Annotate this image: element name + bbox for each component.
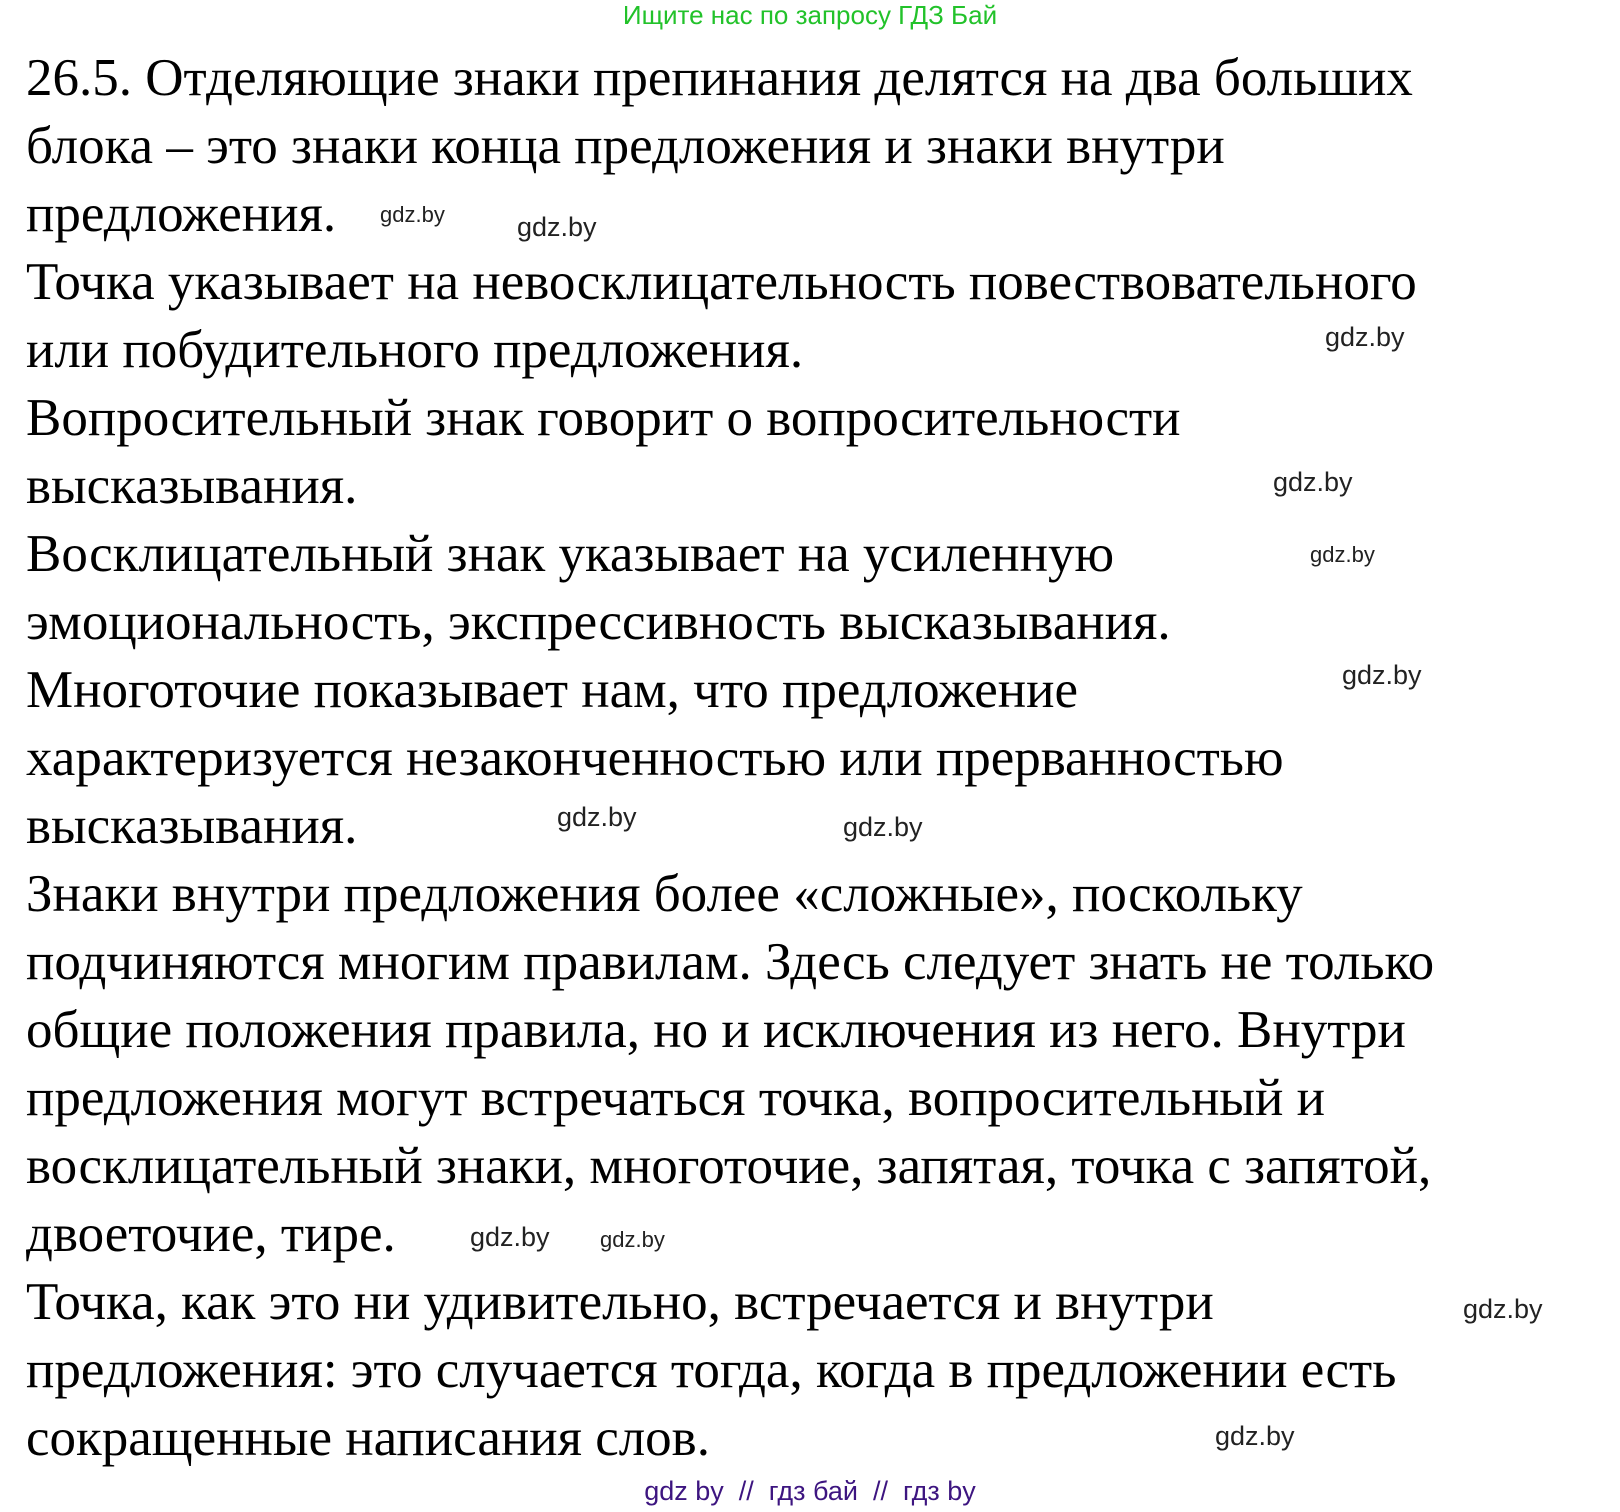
text-line: или побудительного предложения. [26, 321, 804, 379]
text-line: Знаки внутри предложения более «сложные», поскольку [26, 865, 1303, 923]
watermark: gdz.by [1342, 660, 1422, 690]
text-line: эмоциональность, экспрессивность высказывания. [26, 593, 1171, 651]
watermark: gdz.by [517, 212, 597, 242]
text-line: Многоточие показывает нам, что предложение [26, 661, 1079, 719]
text-line: общие положения правила, но и исключения из него. Внутри [26, 1001, 1406, 1059]
text-line: восклицательный знаки, многоточие, запятая, точка с запятой, [26, 1137, 1432, 1195]
text-line: блока – это знаки конца предложения и знаки внутри [26, 117, 1225, 175]
answer-text [26, 44, 1434, 1472]
text-line: Восклицательный знак указывает на усиленную [26, 525, 1115, 583]
text-line: Точка, как это ни удивительно, встречается и внутри [26, 1273, 1214, 1331]
watermark: gdz.by [1325, 322, 1405, 352]
watermark: gdz.by [380, 202, 445, 227]
text-line: высказывания. [26, 797, 358, 855]
text-line: предложения: это случается тогда, когда в предложении есть [26, 1341, 1397, 1399]
text-line: Точка указывает на невосклицательность повествовательного [26, 253, 1417, 311]
text-line: предложения. [26, 185, 337, 243]
watermark: gdz.by [557, 802, 637, 832]
text-line: предложения могут встречаться точка, вопросительный и [26, 1069, 1326, 1127]
search-hint-header: Ищите нас по запросу ГДЗ Бай [622, 0, 998, 30]
watermark: gdz.by [1273, 467, 1353, 497]
watermark: gdz.by [1463, 1294, 1543, 1324]
text-line: Вопросительный знак говорит о вопросительности [26, 389, 1181, 447]
text-line: подчиняются многим правилам. Здесь следует знать не только [26, 933, 1435, 991]
watermark: gdz.by [1215, 1421, 1295, 1451]
watermark: gdz.by [1310, 542, 1375, 567]
text-line: сокращенные написания слов. [26, 1409, 710, 1467]
text-line: характеризуется незаконченностью или прерванностью [26, 729, 1284, 787]
footer-links: gdz by // гдз бай // гдз by [644, 1476, 976, 1506]
watermark: gdz.by [843, 812, 923, 842]
watermark: gdz.by [470, 1222, 550, 1252]
watermark: gdz.by [600, 1227, 665, 1252]
text-line: двоеточие, тире. [26, 1205, 396, 1263]
text-line: высказывания. [26, 457, 358, 515]
text-line: 26.5. Отделяющие знаки препинания делятся на два больших [26, 49, 1413, 107]
